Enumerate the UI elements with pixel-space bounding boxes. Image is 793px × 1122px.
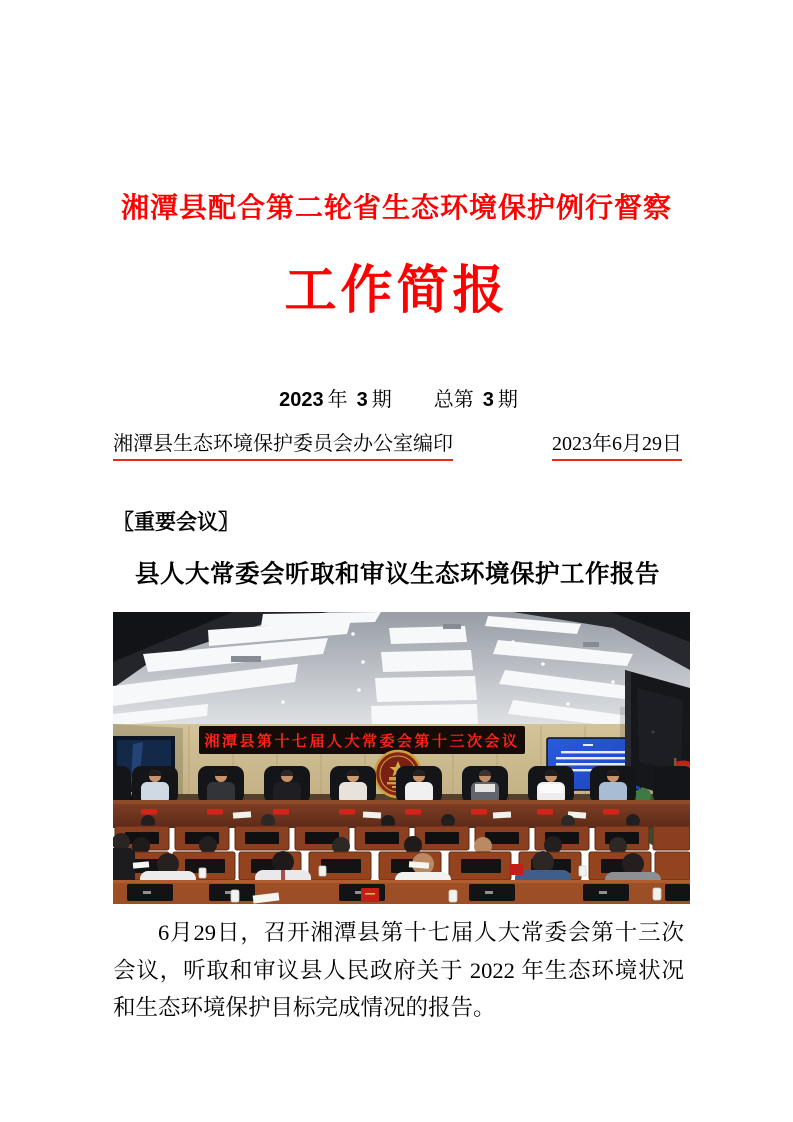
- bulletin-title: 工作简报: [284, 263, 509, 320]
- issue-year: 2023: [279, 389, 324, 411]
- led-banner: [199, 726, 525, 754]
- dais-table: [113, 800, 690, 828]
- publisher-name: 湘潭县生态环境保护委员会办公室编印: [113, 427, 453, 461]
- banner-text: 湘潭县第十七届人大常委会第十三次会议: [204, 733, 520, 750]
- audience-rows: [113, 814, 690, 904]
- issue-year-label: 年: [327, 389, 348, 411]
- article-body: 6月29日，召开湘潭县第十七届人大常委会第十三次会议，听取和审议县人民政府关于 2022 年生态环境状况和生态环境保护目标完成情况的报告。: [113, 920, 684, 1020]
- ceiling: [113, 612, 690, 736]
- total-issue-number: 3: [482, 389, 494, 411]
- issue-number-label: 期: [371, 389, 392, 411]
- bulletin-supertitle: 湘潭县配合第二轮省生态环境保护例行督察: [120, 193, 672, 224]
- section-label: 〖重要会议〗: [113, 511, 239, 534]
- total-issue-label: 期: [497, 389, 518, 411]
- total-issue-prefix: 总第: [433, 389, 474, 411]
- meeting-photo-illustration: [113, 612, 690, 904]
- issue-number: 3: [356, 389, 368, 411]
- article-heading: 县人大常委会听取和审议生态环境保护工作报告: [135, 561, 660, 588]
- meeting-photo: [113, 612, 690, 904]
- publish-date: 2023年6月29日: [552, 427, 682, 461]
- publisher-line: [113, 427, 682, 461]
- issue-line: [0, 383, 793, 412]
